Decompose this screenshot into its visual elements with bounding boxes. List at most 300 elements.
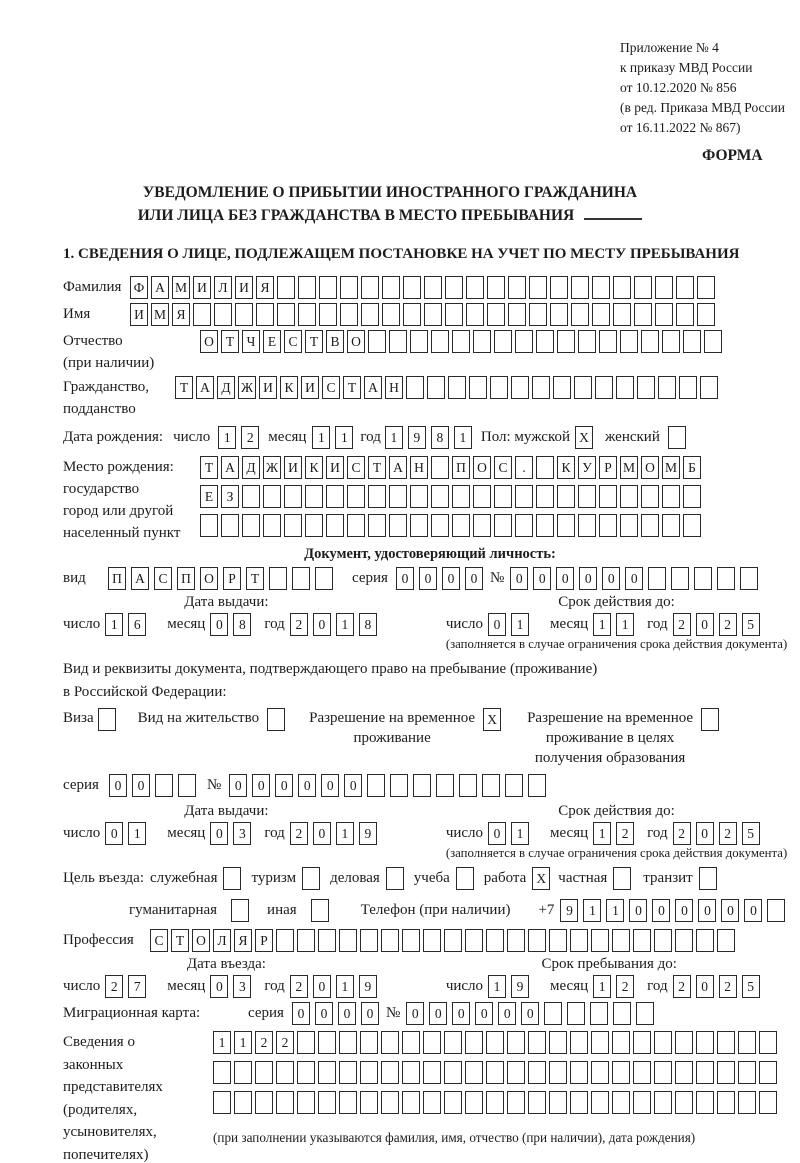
char-cell[interactable] xyxy=(738,1091,756,1114)
char-cell[interactable]: 0 xyxy=(313,975,331,998)
char-cell[interactable] xyxy=(567,1002,585,1025)
char-cell[interactable]: 1 xyxy=(105,613,123,636)
char-cell[interactable] xyxy=(767,899,785,922)
char-cell[interactable] xyxy=(759,1091,777,1114)
char-cell[interactable] xyxy=(297,1091,315,1114)
char-cell[interactable] xyxy=(505,774,523,797)
char-cell[interactable] xyxy=(339,1031,357,1054)
char-cell[interactable] xyxy=(452,485,470,508)
char-cell[interactable] xyxy=(389,514,407,537)
char-cell[interactable] xyxy=(570,1091,588,1114)
char-cell[interactable] xyxy=(536,456,554,479)
char-cell[interactable] xyxy=(382,276,400,299)
char-cell[interactable]: Д xyxy=(217,376,235,399)
char-cell[interactable]: 1 xyxy=(593,822,611,845)
char-cell[interactable]: И xyxy=(284,456,302,479)
char-cell[interactable] xyxy=(654,1091,672,1114)
char-cell[interactable]: 7 xyxy=(128,975,146,998)
char-cell[interactable]: 0 xyxy=(744,899,762,922)
char-cell[interactable]: Т xyxy=(246,567,264,590)
char-cell[interactable] xyxy=(571,276,589,299)
char-cell[interactable]: С xyxy=(322,376,340,399)
char-cell[interactable] xyxy=(445,303,463,326)
char-cell[interactable] xyxy=(717,1091,735,1114)
char-cell[interactable]: Б xyxy=(683,456,701,479)
char-cell[interactable]: 2 xyxy=(616,975,634,998)
char-cell[interactable] xyxy=(696,929,714,952)
char-cell[interactable] xyxy=(636,1002,654,1025)
char-cell[interactable] xyxy=(675,1031,693,1054)
char-cell[interactable] xyxy=(529,276,547,299)
char-cell[interactable]: О xyxy=(473,456,491,479)
char-cell[interactable] xyxy=(675,1061,693,1084)
char-cell[interactable] xyxy=(389,330,407,353)
char-cell[interactable]: У xyxy=(578,456,596,479)
char-cell[interactable]: Ж xyxy=(263,456,281,479)
char-cell[interactable] xyxy=(213,1061,231,1084)
char-cell[interactable]: 0 xyxy=(452,1002,470,1025)
char-cell[interactable] xyxy=(490,376,508,399)
char-cell[interactable] xyxy=(381,1061,399,1084)
char-cell[interactable] xyxy=(701,708,719,731)
char-cell[interactable] xyxy=(494,514,512,537)
char-cell[interactable]: Я xyxy=(172,303,190,326)
char-cell[interactable]: 0 xyxy=(275,774,293,797)
char-cell[interactable]: Т xyxy=(221,330,239,353)
char-cell[interactable] xyxy=(360,1091,378,1114)
char-cell[interactable] xyxy=(465,1091,483,1114)
char-cell[interactable]: 0 xyxy=(338,1002,356,1025)
char-cell[interactable]: 0 xyxy=(721,899,739,922)
char-cell[interactable] xyxy=(696,1061,714,1084)
char-cell[interactable] xyxy=(578,485,596,508)
char-cell[interactable]: 0 xyxy=(419,567,437,590)
char-cell[interactable]: Т xyxy=(368,456,386,479)
char-cell[interactable]: А xyxy=(364,376,382,399)
char-cell[interactable] xyxy=(339,929,357,952)
char-cell[interactable] xyxy=(655,303,673,326)
char-cell[interactable]: 1 xyxy=(593,975,611,998)
char-cell[interactable] xyxy=(297,1061,315,1084)
char-cell[interactable] xyxy=(694,567,712,590)
char-cell[interactable] xyxy=(528,1031,546,1054)
char-cell[interactable] xyxy=(431,330,449,353)
char-cell[interactable]: 0 xyxy=(488,613,506,636)
char-cell[interactable]: 8 xyxy=(359,613,377,636)
char-cell[interactable] xyxy=(570,1031,588,1054)
char-cell[interactable] xyxy=(511,376,529,399)
char-cell[interactable] xyxy=(717,1061,735,1084)
char-cell[interactable]: 1 xyxy=(488,975,506,998)
char-cell[interactable] xyxy=(486,929,504,952)
char-cell[interactable]: 1 xyxy=(234,1031,252,1054)
char-cell[interactable] xyxy=(683,330,701,353)
char-cell[interactable] xyxy=(633,1091,651,1114)
char-cell[interactable]: X xyxy=(532,867,550,890)
char-cell[interactable]: 9 xyxy=(359,822,377,845)
char-cell[interactable] xyxy=(305,485,323,508)
char-cell[interactable]: 0 xyxy=(229,774,247,797)
char-cell[interactable]: 6 xyxy=(128,613,146,636)
char-cell[interactable]: 1 xyxy=(385,426,403,449)
char-cell[interactable] xyxy=(599,514,617,537)
char-cell[interactable]: 1 xyxy=(336,613,354,636)
char-cell[interactable] xyxy=(528,929,546,952)
char-cell[interactable] xyxy=(696,1091,714,1114)
char-cell[interactable]: 0 xyxy=(396,567,414,590)
char-cell[interactable] xyxy=(557,514,575,537)
char-cell[interactable]: К xyxy=(557,456,575,479)
char-cell[interactable]: О xyxy=(200,567,218,590)
char-cell[interactable]: 5 xyxy=(742,822,760,845)
char-cell[interactable] xyxy=(637,376,655,399)
char-cell[interactable] xyxy=(360,1061,378,1084)
char-cell[interactable]: Н xyxy=(410,456,428,479)
char-cell[interactable] xyxy=(413,774,431,797)
char-cell[interactable] xyxy=(683,514,701,537)
char-cell[interactable]: 0 xyxy=(210,822,228,845)
char-cell[interactable] xyxy=(292,567,310,590)
char-cell[interactable]: Т xyxy=(171,929,189,952)
char-cell[interactable] xyxy=(662,485,680,508)
char-cell[interactable]: П xyxy=(452,456,470,479)
char-cell[interactable] xyxy=(231,899,249,922)
char-cell[interactable] xyxy=(620,514,638,537)
char-cell[interactable]: И xyxy=(235,276,253,299)
char-cell[interactable] xyxy=(382,303,400,326)
char-cell[interactable] xyxy=(549,929,567,952)
char-cell[interactable] xyxy=(699,867,717,890)
char-cell[interactable] xyxy=(403,276,421,299)
char-cell[interactable] xyxy=(671,567,689,590)
char-cell[interactable]: 0 xyxy=(475,1002,493,1025)
char-cell[interactable]: 0 xyxy=(629,899,647,922)
char-cell[interactable]: Ж xyxy=(238,376,256,399)
char-cell[interactable] xyxy=(528,774,546,797)
char-cell[interactable] xyxy=(633,1031,651,1054)
char-cell[interactable] xyxy=(592,303,610,326)
char-cell[interactable] xyxy=(448,376,466,399)
char-cell[interactable] xyxy=(536,330,554,353)
char-cell[interactable] xyxy=(297,1031,315,1054)
char-cell[interactable]: 0 xyxy=(698,899,716,922)
char-cell[interactable]: З xyxy=(221,485,239,508)
char-cell[interactable] xyxy=(267,708,285,731)
char-cell[interactable]: 0 xyxy=(105,822,123,845)
char-cell[interactable] xyxy=(389,485,407,508)
char-cell[interactable] xyxy=(223,867,241,890)
char-cell[interactable]: 1 xyxy=(218,426,236,449)
char-cell[interactable] xyxy=(423,1091,441,1114)
char-cell[interactable]: 2 xyxy=(290,975,308,998)
char-cell[interactable] xyxy=(155,774,173,797)
char-cell[interactable] xyxy=(641,330,659,353)
char-cell[interactable]: 3 xyxy=(233,975,251,998)
char-cell[interactable] xyxy=(549,1091,567,1114)
char-cell[interactable]: 0 xyxy=(344,774,362,797)
char-cell[interactable] xyxy=(641,514,659,537)
char-cell[interactable] xyxy=(676,303,694,326)
char-cell[interactable] xyxy=(410,330,428,353)
char-cell[interactable] xyxy=(473,514,491,537)
char-cell[interactable]: С xyxy=(347,456,365,479)
char-cell[interactable] xyxy=(620,485,638,508)
char-cell[interactable]: 0 xyxy=(132,774,150,797)
char-cell[interactable] xyxy=(515,514,533,537)
char-cell[interactable] xyxy=(465,1061,483,1084)
char-cell[interactable]: 5 xyxy=(742,613,760,636)
char-cell[interactable] xyxy=(612,929,630,952)
char-cell[interactable] xyxy=(700,376,718,399)
char-cell[interactable] xyxy=(339,1061,357,1084)
char-cell[interactable] xyxy=(326,514,344,537)
char-cell[interactable] xyxy=(452,514,470,537)
char-cell[interactable]: 0 xyxy=(442,567,460,590)
char-cell[interactable] xyxy=(487,276,505,299)
char-cell[interactable] xyxy=(571,303,589,326)
char-cell[interactable] xyxy=(620,330,638,353)
char-cell[interactable] xyxy=(436,774,454,797)
char-cell[interactable] xyxy=(360,1031,378,1054)
char-cell[interactable] xyxy=(532,376,550,399)
char-cell[interactable] xyxy=(740,567,758,590)
char-cell[interactable]: 0 xyxy=(488,822,506,845)
char-cell[interactable] xyxy=(318,1031,336,1054)
char-cell[interactable] xyxy=(402,1091,420,1114)
char-cell[interactable] xyxy=(381,929,399,952)
char-cell[interactable]: Е xyxy=(263,330,281,353)
char-cell[interactable]: 1 xyxy=(606,899,624,922)
char-cell[interactable]: К xyxy=(305,456,323,479)
char-cell[interactable]: Р xyxy=(599,456,617,479)
char-cell[interactable] xyxy=(256,303,274,326)
char-cell[interactable] xyxy=(633,929,651,952)
char-cell[interactable] xyxy=(515,330,533,353)
char-cell[interactable]: . xyxy=(515,456,533,479)
char-cell[interactable] xyxy=(759,1031,777,1054)
char-cell[interactable] xyxy=(424,303,442,326)
char-cell[interactable] xyxy=(276,1091,294,1114)
char-cell[interactable] xyxy=(311,899,329,922)
char-cell[interactable]: X xyxy=(575,426,593,449)
char-cell[interactable] xyxy=(494,485,512,508)
char-cell[interactable]: М xyxy=(662,456,680,479)
char-cell[interactable] xyxy=(431,514,449,537)
char-cell[interactable] xyxy=(276,1061,294,1084)
char-cell[interactable]: 0 xyxy=(521,1002,539,1025)
char-cell[interactable]: 2 xyxy=(241,426,259,449)
char-cell[interactable]: 1 xyxy=(511,613,529,636)
char-cell[interactable]: 0 xyxy=(696,613,714,636)
char-cell[interactable] xyxy=(508,303,526,326)
char-cell[interactable]: 0 xyxy=(533,567,551,590)
char-cell[interactable]: 0 xyxy=(298,774,316,797)
char-cell[interactable] xyxy=(242,485,260,508)
char-cell[interactable] xyxy=(347,485,365,508)
char-cell[interactable] xyxy=(340,303,358,326)
char-cell[interactable] xyxy=(269,567,287,590)
char-cell[interactable] xyxy=(361,276,379,299)
char-cell[interactable] xyxy=(452,330,470,353)
char-cell[interactable]: П xyxy=(177,567,195,590)
char-cell[interactable]: 2 xyxy=(276,1031,294,1054)
char-cell[interactable]: 2 xyxy=(105,975,123,998)
char-cell[interactable]: 1 xyxy=(583,899,601,922)
char-cell[interactable] xyxy=(591,1061,609,1084)
char-cell[interactable] xyxy=(234,1091,252,1114)
char-cell[interactable] xyxy=(679,376,697,399)
char-cell[interactable] xyxy=(486,1031,504,1054)
char-cell[interactable] xyxy=(634,276,652,299)
char-cell[interactable] xyxy=(738,1031,756,1054)
char-cell[interactable] xyxy=(528,1061,546,1084)
char-cell[interactable] xyxy=(423,1031,441,1054)
char-cell[interactable] xyxy=(305,514,323,537)
char-cell[interactable]: 1 xyxy=(128,822,146,845)
char-cell[interactable] xyxy=(465,929,483,952)
char-cell[interactable] xyxy=(612,1031,630,1054)
char-cell[interactable] xyxy=(507,1091,525,1114)
char-cell[interactable] xyxy=(717,1031,735,1054)
char-cell[interactable]: А xyxy=(221,456,239,479)
char-cell[interactable] xyxy=(402,929,420,952)
char-cell[interactable] xyxy=(381,1091,399,1114)
char-cell[interactable] xyxy=(390,774,408,797)
char-cell[interactable] xyxy=(557,330,575,353)
char-cell[interactable] xyxy=(648,567,666,590)
char-cell[interactable]: 0 xyxy=(652,899,670,922)
char-cell[interactable]: 0 xyxy=(210,613,228,636)
char-cell[interactable] xyxy=(592,276,610,299)
char-cell[interactable] xyxy=(403,303,421,326)
char-cell[interactable]: Д xyxy=(242,456,260,479)
char-cell[interactable] xyxy=(717,567,735,590)
char-cell[interactable] xyxy=(549,1061,567,1084)
char-cell[interactable] xyxy=(402,1061,420,1084)
char-cell[interactable] xyxy=(675,1091,693,1114)
char-cell[interactable] xyxy=(574,376,592,399)
char-cell[interactable] xyxy=(704,330,722,353)
char-cell[interactable]: 2 xyxy=(673,613,691,636)
char-cell[interactable] xyxy=(655,276,673,299)
char-cell[interactable] xyxy=(469,376,487,399)
char-cell[interactable] xyxy=(613,303,631,326)
char-cell[interactable] xyxy=(234,1061,252,1084)
char-cell[interactable] xyxy=(319,276,337,299)
char-cell[interactable]: С xyxy=(284,330,302,353)
char-cell[interactable] xyxy=(599,330,617,353)
char-cell[interactable]: П xyxy=(108,567,126,590)
char-cell[interactable]: 1 xyxy=(335,426,353,449)
char-cell[interactable] xyxy=(368,514,386,537)
char-cell[interactable]: В xyxy=(326,330,344,353)
char-cell[interactable]: Р xyxy=(255,929,273,952)
char-cell[interactable]: 0 xyxy=(292,1002,310,1025)
char-cell[interactable]: И xyxy=(259,376,277,399)
char-cell[interactable] xyxy=(515,485,533,508)
char-cell[interactable]: 0 xyxy=(210,975,228,998)
char-cell[interactable] xyxy=(654,1031,672,1054)
char-cell[interactable] xyxy=(486,1061,504,1084)
char-cell[interactable] xyxy=(613,867,631,890)
char-cell[interactable]: Я xyxy=(256,276,274,299)
char-cell[interactable] xyxy=(473,485,491,508)
char-cell[interactable] xyxy=(466,303,484,326)
char-cell[interactable] xyxy=(578,514,596,537)
char-cell[interactable]: 2 xyxy=(255,1031,273,1054)
char-cell[interactable] xyxy=(444,929,462,952)
char-cell[interactable]: А xyxy=(151,276,169,299)
char-cell[interactable]: 0 xyxy=(675,899,693,922)
char-cell[interactable]: 0 xyxy=(321,774,339,797)
char-cell[interactable] xyxy=(591,1091,609,1114)
char-cell[interactable] xyxy=(613,1002,631,1025)
char-cell[interactable] xyxy=(544,1002,562,1025)
char-cell[interactable] xyxy=(263,514,281,537)
char-cell[interactable] xyxy=(386,867,404,890)
char-cell[interactable] xyxy=(459,774,477,797)
char-cell[interactable]: 0 xyxy=(313,822,331,845)
char-cell[interactable]: Т xyxy=(200,456,218,479)
char-cell[interactable]: Ф xyxy=(130,276,148,299)
char-cell[interactable]: 2 xyxy=(673,822,691,845)
char-cell[interactable] xyxy=(424,276,442,299)
char-cell[interactable] xyxy=(445,276,463,299)
char-cell[interactable]: 2 xyxy=(719,822,737,845)
char-cell[interactable] xyxy=(683,485,701,508)
char-cell[interactable] xyxy=(368,485,386,508)
char-cell[interactable] xyxy=(361,303,379,326)
char-cell[interactable] xyxy=(284,485,302,508)
char-cell[interactable] xyxy=(276,929,294,952)
char-cell[interactable] xyxy=(297,929,315,952)
char-cell[interactable]: С xyxy=(150,929,168,952)
char-cell[interactable]: 0 xyxy=(406,1002,424,1025)
char-cell[interactable] xyxy=(456,867,474,890)
char-cell[interactable] xyxy=(612,1061,630,1084)
char-cell[interactable]: 0 xyxy=(315,1002,333,1025)
char-cell[interactable]: 2 xyxy=(673,975,691,998)
char-cell[interactable] xyxy=(612,1091,630,1114)
char-cell[interactable] xyxy=(634,303,652,326)
char-cell[interactable]: 0 xyxy=(361,1002,379,1025)
char-cell[interactable]: 8 xyxy=(233,613,251,636)
char-cell[interactable]: И xyxy=(130,303,148,326)
char-cell[interactable]: 9 xyxy=(408,426,426,449)
char-cell[interactable] xyxy=(213,1091,231,1114)
char-cell[interactable]: 2 xyxy=(719,613,737,636)
char-cell[interactable] xyxy=(482,774,500,797)
char-cell[interactable]: И xyxy=(326,456,344,479)
char-cell[interactable] xyxy=(662,514,680,537)
char-cell[interactable]: Я xyxy=(234,929,252,952)
char-cell[interactable]: И xyxy=(301,376,319,399)
char-cell[interactable]: 0 xyxy=(429,1002,447,1025)
char-cell[interactable]: М xyxy=(620,456,638,479)
char-cell[interactable] xyxy=(381,1031,399,1054)
char-cell[interactable] xyxy=(235,303,253,326)
char-cell[interactable]: Е xyxy=(200,485,218,508)
char-cell[interactable] xyxy=(507,1031,525,1054)
char-cell[interactable] xyxy=(298,303,316,326)
char-cell[interactable]: 0 xyxy=(498,1002,516,1025)
char-cell[interactable]: М xyxy=(151,303,169,326)
char-cell[interactable] xyxy=(507,929,525,952)
char-cell[interactable]: Т xyxy=(305,330,323,353)
char-cell[interactable] xyxy=(550,276,568,299)
char-cell[interactable]: 1 xyxy=(336,822,354,845)
char-cell[interactable]: 0 xyxy=(696,822,714,845)
